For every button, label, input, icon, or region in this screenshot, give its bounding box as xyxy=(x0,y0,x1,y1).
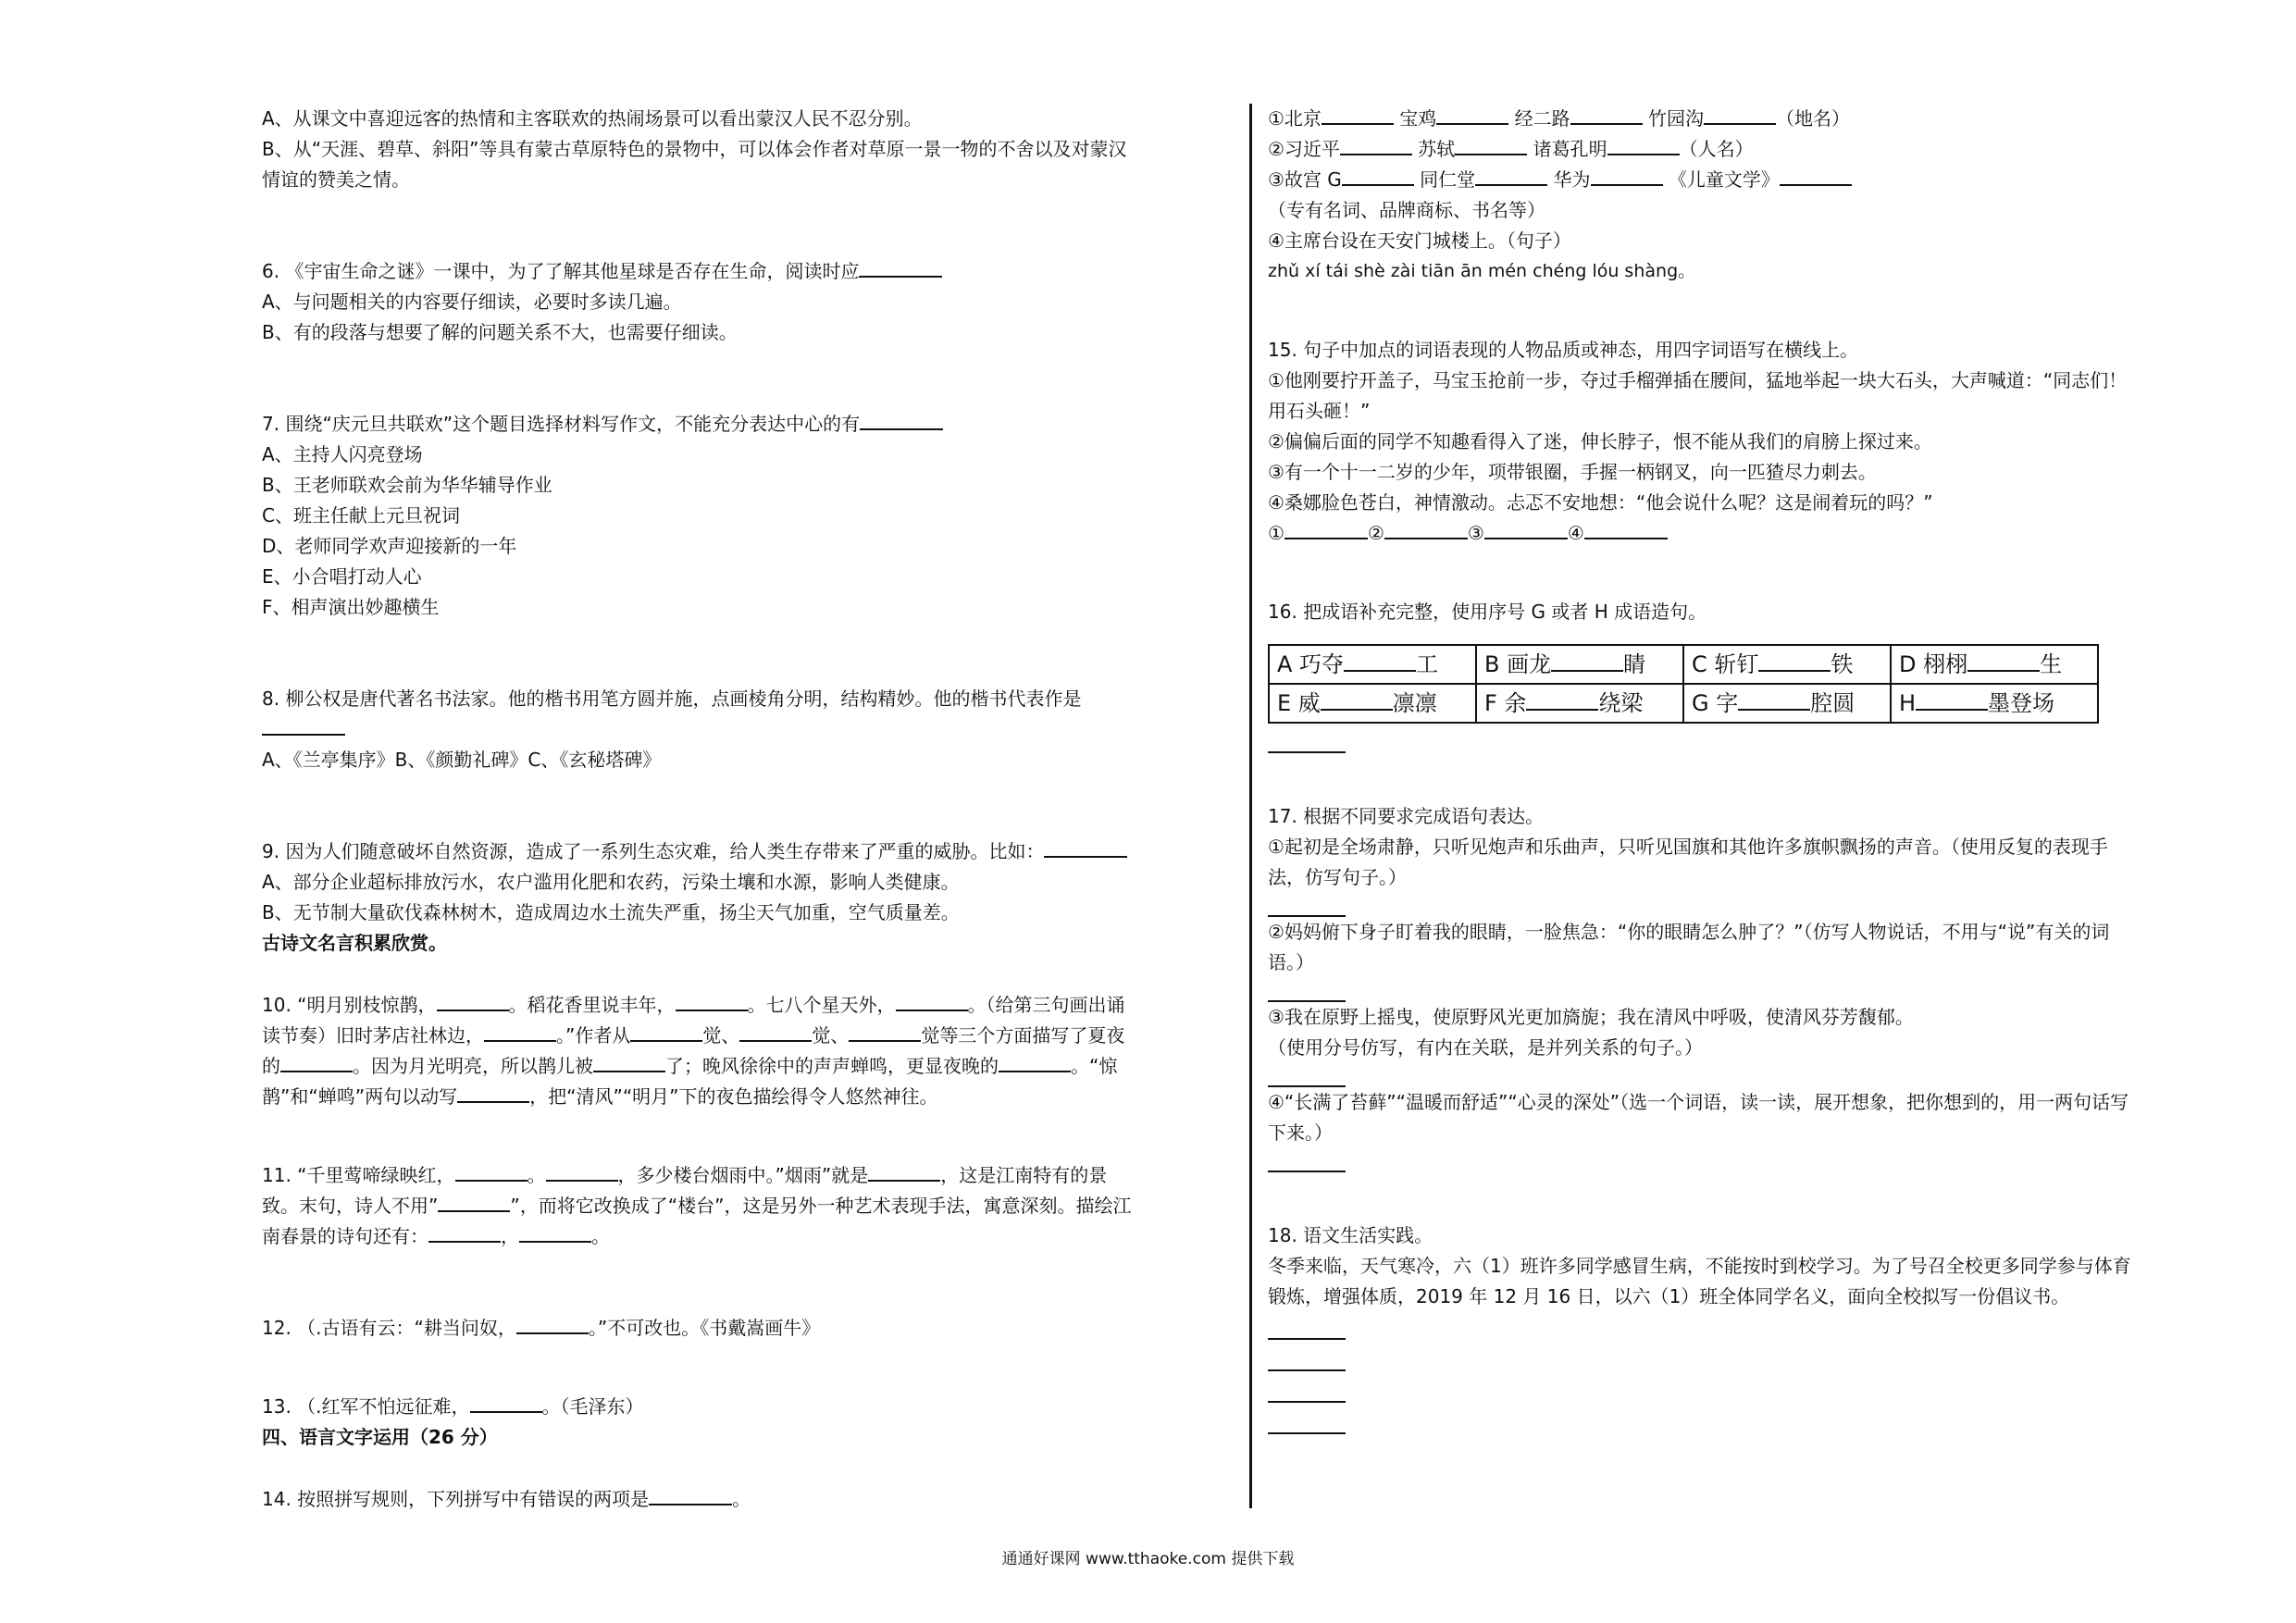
answer-blank[interactable] xyxy=(546,1163,618,1182)
q7-stem: 7. 围绕“庆元旦共联欢”这个题目选择材料写作文，不能充分表达中心的有 xyxy=(262,409,1234,440)
answer-blank[interactable] xyxy=(1436,106,1508,125)
q14-pinyin: zhǔ xí tái shè zài tiān ān mén chéng lóu shàng。 xyxy=(1268,261,1696,281)
answer-blank[interactable] xyxy=(676,993,748,1011)
right-column xyxy=(1268,104,2240,1434)
answer-blank[interactable] xyxy=(1455,137,1527,155)
answer-line[interactable] xyxy=(1268,1347,1346,1371)
answer-blank[interactable] xyxy=(1591,167,1663,186)
idiom-cell[interactable]: H 墨登场 xyxy=(1891,684,2098,723)
answer-blank[interactable] xyxy=(1342,167,1414,186)
answer-blank[interactable] xyxy=(896,993,968,1011)
idiom-cell[interactable]: D 栩栩 生 xyxy=(1891,645,2098,684)
q7-option: E、小合唱打动人心 xyxy=(262,565,422,588)
idiom-cell[interactable]: F 余 绕梁 xyxy=(1476,684,1683,723)
q12: 12. （.古语有云：“耕当问奴， 。”不可改也。《书戴嵩画牛》 xyxy=(262,1317,821,1339)
answer-blank[interactable] xyxy=(1526,692,1598,711)
answer-line[interactable] xyxy=(1268,729,1346,753)
q7-option: C、班主任献上元旦祝词 xyxy=(262,504,460,527)
idiom-cell[interactable]: E 威 凛凛 xyxy=(1269,684,1476,723)
answer-blank[interactable] xyxy=(1321,692,1393,711)
idiom-cell[interactable]: G 字 腔圆 xyxy=(1683,684,1891,723)
q15-sentence-1: ①他刚要拧开盖子，马宝玉抢前一步，夺过手榴弹插在腰间，猛地举起一块大石头，大声喊道：“同志们！ xyxy=(1268,369,2128,391)
q17-item-1: ①起初是全场肃静，只听见炮声和乐曲声，只听见国旗和其他许多旗帜飘扬的声音。（使用反复的表现手 xyxy=(1268,836,2108,858)
answer-blank[interactable] xyxy=(1780,167,1852,186)
answer-blank[interactable] xyxy=(1384,521,1468,539)
q10-line-2: 读节奏）旧时茅店社林边， 。”作者从 觉、 觉、 觉等三个方面描写了夏夜 xyxy=(262,1024,1125,1047)
answer-blank[interactable] xyxy=(1551,653,1623,672)
q17-item-3: ③我在原野上摇曳，使原野风光更加旖旎；我在清风中呼吸，使清风芬芳馥郁。 xyxy=(1268,1006,1914,1028)
answer-blank[interactable] xyxy=(455,1163,527,1182)
answer-blank[interactable] xyxy=(859,259,942,278)
answer-blank[interactable] xyxy=(470,1394,542,1413)
answer-blank[interactable] xyxy=(739,1023,812,1042)
answer-blank[interactable] xyxy=(519,1224,591,1243)
q8-blank-line xyxy=(262,714,1234,745)
q15-sentence-4: ④桑娜脸色苍白，神情激动。忐忑不安地想：“他会说什么呢？这是闹着玩的吗？” xyxy=(1268,491,1933,514)
answer-blank[interactable] xyxy=(999,1054,1071,1072)
answer-blank[interactable] xyxy=(630,1023,702,1042)
q13: 13. （.红军不怕远征难， 。（毛泽东） xyxy=(262,1395,644,1418)
answer-line[interactable] xyxy=(1268,1410,1346,1434)
q5-option-b: B、从“天涯、碧草、斜阳”等具有蒙古草原特色的景物中，可以体会作者对草原一景一物的不舍以及对蒙汉 xyxy=(262,138,1127,160)
answer-line[interactable] xyxy=(1268,893,1346,917)
q15-stem: 15. 句子中加点的词语表现的人物品质或神态，用四字词语写在横线上。 xyxy=(1268,339,1859,361)
q17-item-1-cont: 法，仿写句子。） xyxy=(1268,866,1407,888)
q17-item-2: ②妈妈俯下身子盯着我的眼睛，一脸焦急：“你的眼睛怎么肿了？”（仿写人物说话，不用与“说”有关的词 xyxy=(1268,921,2110,943)
q17-item-4-cont: 下来。） xyxy=(1268,1121,1333,1144)
idiom-cell[interactable]: B 画龙 睛 xyxy=(1476,645,1683,684)
answer-blank[interactable] xyxy=(457,1084,529,1103)
q14-note: （专有名词、品牌商标、书名等） xyxy=(1268,199,1545,221)
q9-stem: 9. 因为人们随意破坏自然资源，造成了一系列生态灾难，给人类生存带来了严重的威胁。比如： xyxy=(262,836,1234,867)
q5-option-a: A、从课文中喜迎远客的热情和主客联欢的热闹场景可以看出蒙汉人民不忍分别。 xyxy=(262,107,923,130)
answer-blank[interactable] xyxy=(1704,106,1776,125)
q9-option-b: B、无节制大量砍伐森林树木，造成周边水土流失严重，扬尘天气加重，空气质量差。 xyxy=(262,901,960,923)
q5-option-b-cont: 情谊的赞美之情。 xyxy=(262,168,410,191)
q11-line-3: 南春景的诗句还有： ， 。 xyxy=(262,1225,610,1247)
answer-blank[interactable] xyxy=(1044,839,1127,858)
q18-para: 冬季来临，天气寒冷，六（1）班许多同学感冒生病，不能按时到校学习。为了号召全校更多同学参与体育 xyxy=(1268,1255,2131,1277)
q10-line-4: 鹊”和“蝉鸣”两句以动写 ，把“清风”“明月”下的夜色描绘得令人悠然神往。 xyxy=(262,1085,938,1108)
q15-sentence-3: ③有一个十一二岁的少年，项带银圈，手握一柄钢叉，向一匹猹尽力刺去。 xyxy=(1268,461,1877,483)
q14-stem: 14. 按照拼写规则，下列拼写中有错误的两项是 。 xyxy=(262,1488,751,1510)
answer-blank[interactable] xyxy=(1484,521,1568,539)
answer-blank[interactable] xyxy=(1322,106,1394,125)
answer-blank[interactable] xyxy=(1607,137,1680,155)
section-heading: 古诗文名言积累欣赏。 xyxy=(262,932,447,954)
q7-option: A、主持人闪亮登场 xyxy=(262,443,423,465)
answer-blank[interactable] xyxy=(1570,106,1643,125)
q6-option-a: A、与问题相关的内容要仔细读，必要时多读几遍。 xyxy=(262,291,682,313)
section-heading: 四、语言文字运用（26 分） xyxy=(262,1426,498,1448)
idiom-cell[interactable]: C 斩钉 铁 xyxy=(1683,645,1891,684)
answer-blank[interactable] xyxy=(1738,692,1810,711)
answer-blank[interactable] xyxy=(438,1194,510,1212)
answer-blank[interactable] xyxy=(516,1316,589,1334)
answer-blank[interactable] xyxy=(868,1163,940,1182)
left-column xyxy=(262,104,1234,1515)
q9-option-a: A、部分企业超标排放污水，农户滥用化肥和农药，污染土壤和水源，影响人类健康。 xyxy=(262,871,960,893)
idiom-table xyxy=(1268,644,2099,724)
q14-row-4: ④主席台设在天安门城楼上。（句子） xyxy=(1268,229,1571,252)
q16-stem: 16. 把成语补充完整，使用序号 G 或者 H 成语造句。 xyxy=(1268,601,1707,623)
q14-row-3: ③故宫 G 同仁堂 华为 《儿童文学》 xyxy=(1268,165,2240,195)
answer-blank[interactable] xyxy=(860,412,943,430)
answer-line[interactable] xyxy=(1268,978,1346,1002)
q10-line-1: 10. “明月别枝惊鹊， 。稻花香里说丰年， 。七八个星天外， 。（给第三句画出诵 xyxy=(262,994,1125,1016)
q17-item-3-cont: （使用分号仿写，有内在关联，是并列关系的句子。） xyxy=(1268,1036,1703,1059)
q11-line-1: 11. “千里莺啼绿映红， 。 ，多少楼台烟雨中。”烟雨”就是 ，这是江南特有的景 xyxy=(262,1164,1108,1186)
q18-para-cont: 锻炼，增强体质，2019 年 12 月 16 日，以六（1）班全体同学名义，面向全校拟写一份倡议书。 xyxy=(1268,1285,2070,1307)
q7-option: D、老师同学欢声迎接新的一年 xyxy=(262,535,517,557)
answer-blank[interactable] xyxy=(437,993,509,1011)
answer-blank[interactable] xyxy=(1967,653,2040,672)
q8-options: A、《兰亭集序》B、《颜勤礼碑》C、《玄秘塔碑》 xyxy=(262,749,662,771)
table-row xyxy=(1269,645,2098,684)
footer-credit: 通通好课网 www.tthaoke.com 提供下载 xyxy=(1001,1550,1295,1568)
answer-blank[interactable] xyxy=(262,717,345,736)
q14-row-2: ②习近平 苏轼 诸葛孔明 （人名） xyxy=(1268,138,1754,160)
q17-item-2-cont: 语。） xyxy=(1268,951,1314,973)
q11-line-2: 致。末句，诗人不用” ”，而将它改换成了“楼台”，这是另外一种艺术表现手法，寓意深刻。描绘江 xyxy=(262,1195,1132,1217)
q7-option: F、相声演出妙趣横生 xyxy=(262,596,440,618)
q14-row-1: ①北京 宝鸡 经二路 竹园沟 （地名） xyxy=(1268,107,1851,130)
answer-line[interactable] xyxy=(1268,1379,1346,1403)
idiom-cell[interactable]: A 巧夺 工 xyxy=(1269,645,1476,684)
q6-option-b: B、有的段落与想要了解的问题关系不大，也需要仔细读。 xyxy=(262,321,738,343)
answer-blank[interactable] xyxy=(1285,521,1368,539)
answer-blank[interactable] xyxy=(593,1054,665,1072)
answer-blank[interactable] xyxy=(649,1487,732,1505)
answer-blank[interactable] xyxy=(1344,653,1416,672)
answer-blank[interactable] xyxy=(484,1023,556,1042)
answer-blank[interactable] xyxy=(1916,692,1988,711)
q17-stem: 17. 根据不同要求完成语句表达。 xyxy=(1268,805,1545,827)
answer-line[interactable] xyxy=(1268,1316,1346,1340)
answer-line[interactable] xyxy=(1268,1148,1346,1172)
q6-stem: 6. 《宇宙生命之谜》一课中，为了了解其他星球是否存在生命，阅读时应 xyxy=(262,256,1234,287)
q15-sentence-1-cont: 用石头砸！” xyxy=(1268,400,1371,422)
q17-item-4: ④“长满了苔藓”“温暖而舒适”“心灵的深处”（选一个词语，读一读，展开想象，把你想到的，用一两句话写 xyxy=(1268,1091,2129,1113)
q15-sentence-2: ②偏偏后面的同学不知趣看得入了迷，伸长脖子，恨不能从我们的肩膀上探过来。 xyxy=(1268,430,1932,452)
q7-option: B、王老师联欢会前为华华辅导作业 xyxy=(262,474,552,496)
answer-line[interactable] xyxy=(1268,1063,1346,1087)
answer-blank[interactable] xyxy=(428,1224,501,1243)
answer-blank[interactable] xyxy=(1584,521,1668,539)
q8-stem: 8. 柳公权是唐代著名书法家。他的楷书用笔方圆并施，点画棱角分明，结构精妙。他的楷书代表作是 xyxy=(262,688,1082,710)
answer-blank[interactable] xyxy=(1475,167,1547,186)
answer-blank[interactable] xyxy=(1758,653,1831,672)
answer-blank[interactable] xyxy=(849,1023,921,1042)
column-divider xyxy=(1249,104,1252,1508)
table-row xyxy=(1269,684,2098,723)
answer-blank[interactable] xyxy=(1340,137,1412,155)
answer-blank[interactable] xyxy=(280,1054,353,1072)
q18-stem: 18. 语文生活实践。 xyxy=(1268,1224,1433,1246)
q15-answers: ① ② ③ ④ xyxy=(1268,518,2240,549)
q10-line-3: 的 。因为月光明亮，所以鹊儿被 了；晚风徐徐中的声声蝉鸣，更显夜晚的 。“惊 xyxy=(262,1055,1118,1077)
